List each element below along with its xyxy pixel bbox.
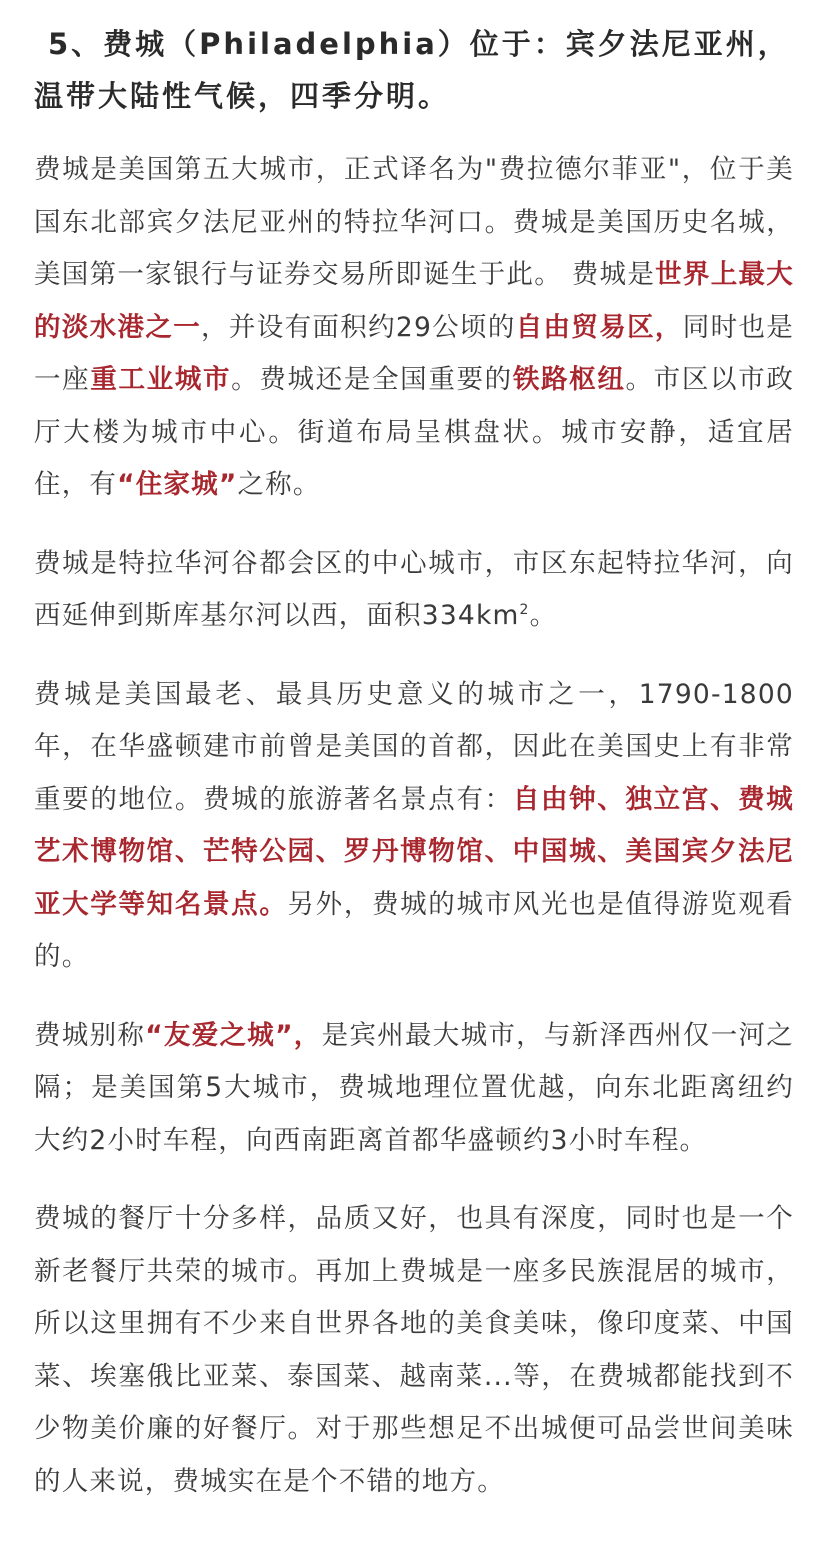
highlight-free-trade-zone: 自由贸易区， [515, 311, 683, 343]
text: 之称。 [237, 469, 321, 500]
highlight-city-of-brotherly-love: “友爱之城”， [145, 1019, 322, 1051]
text: 费城是特拉华河谷都会区的中心城市，市区东起特拉华河，向西延伸到斯库基尔河以西，面积334km [34, 547, 794, 631]
text: 是宾州最大城市，与新泽西州仅一河之隔；是美国第5大城市，费城地理位置优越，向东北距离纽约大约2小时车程，向西南距离首都华盛顿约3小时车程。 [34, 1019, 795, 1156]
text: 。费城还是全国重要的 [231, 364, 513, 395]
text: 同时也是一座 [34, 311, 794, 395]
paragraph-history [34, 669, 794, 984]
paragraph-geography [34, 538, 794, 643]
paragraph-nickname [34, 1010, 794, 1168]
highlight-attractions: 自由钟、独立宫、费城艺术博物馆、芒特公园、罗丹博物馆、中国城、美国宾夕法尼亚大学等知名景点。 [34, 783, 794, 920]
text: 另外，费城的城市风光也是值得游览观看的。 [34, 888, 794, 972]
text: 费城的餐厅十分多样，品质又好，也具有深度，同时也是一个新老餐厅共荣的城市。再加上费城是一座多民族混居的城市，所以这里拥有不少来自世界各地的美食美味，像印度菜、中国菜、埃塞俄比亚菜、泰国菜、越南菜...等，在费城都能找到不少物美价廉的好餐厅。对于那些想足不出城便可品尝世间美味的人来说，费城实在是个不错的地方。 [34, 1203, 794, 1497]
section-heading: 5、费城（Philadelphia）位于：宾夕法尼亚州，温带大陆性气候，四季分明。 [34, 27, 790, 113]
superscript: 2 [519, 602, 530, 619]
text: 。市区以市政厅大楼为城市中心。街道布局呈棋盘状。城市安静，适宜居住，有 [34, 364, 795, 500]
text: ，并设有面积约29公顷的 [201, 311, 516, 343]
paragraph-dining [34, 1193, 794, 1508]
paragraph-overview [34, 144, 794, 512]
text: 。 [529, 600, 558, 631]
text: 费城是美国第五大城市，正式译名为"费拉德尔菲亚"，位于美国东北部宾夕法尼亚州的特拉华河口。费城是美国历史名城，美国第一家银行与证券交易所即诞生于此。 费城是 [34, 154, 794, 290]
text: 费城别称 [34, 1019, 146, 1051]
highlight-railway-hub: 铁路枢纽 [512, 364, 626, 395]
highlight-freshwater-port: 世界上最大的淡水港之一 [34, 259, 795, 343]
highlight-heavy-industry: 重工业城市 [90, 364, 232, 395]
text: 费城是美国最老、最具历史意义的城市之一，1790-1800年，在华盛顿建市前曾是美国的首都，因此在美国史上有非常重要的地位。费城的旅游著名景点有： [34, 678, 794, 815]
highlight-home-city: “住家城” [117, 469, 238, 500]
